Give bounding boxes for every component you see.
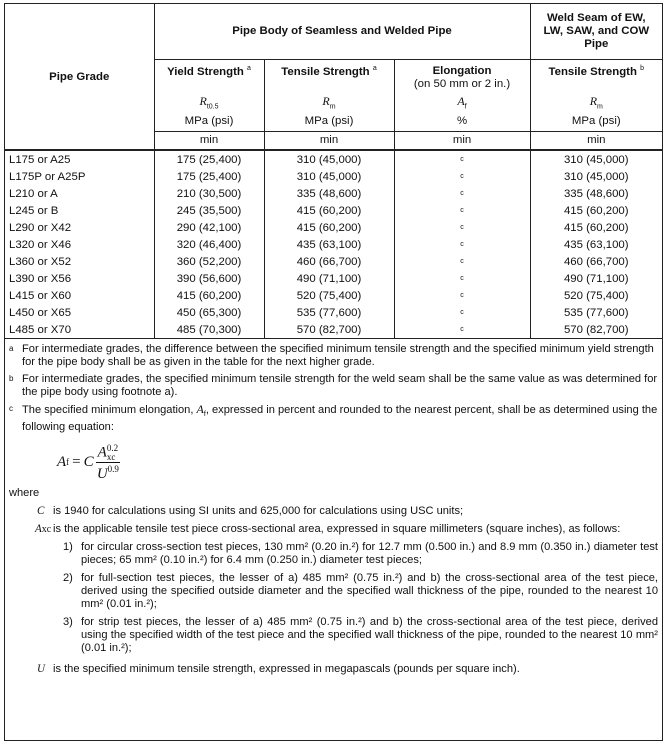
table-row xyxy=(5,236,662,253)
pipe-grade-header: Pipe Grade xyxy=(5,4,154,150)
tensile-cell: 535 (77,600) xyxy=(264,304,394,321)
axc-list-item: 1) for circular cross-section test pieces, 130 mm² (0.20 in.²) for 12.7 mm (0.500 in.) and 8.9 mm (0.350 in.) diameter test pieces; 65 mm² (0.10 in.²) for 6.4 mm (0.250 in.) diameter test pieces; xyxy=(63,541,658,567)
table-row xyxy=(5,219,662,236)
table-row xyxy=(5,253,662,270)
weld-tensile-cell: 435 (63,100) xyxy=(530,236,662,253)
table-row xyxy=(5,150,662,168)
tensile-cell: 310 (45,000) xyxy=(264,168,394,185)
yield-cell: 360 (52,200) xyxy=(154,253,264,270)
min-tensile: min xyxy=(264,131,394,150)
elongation-cell: c xyxy=(394,270,530,287)
elongation-cell: c xyxy=(394,168,530,185)
grade-cell: L450 or X65 xyxy=(5,304,154,321)
min-yield: min xyxy=(154,131,264,150)
grade-cell: L485 or X70 xyxy=(5,321,154,339)
grade-cell: L320 or X46 xyxy=(5,236,154,253)
grade-rows xyxy=(5,150,662,339)
unit-weld: MPa (psi) xyxy=(530,111,662,131)
footnote-a: a For intermediate grades, the difference between the specified minimum tensile strength and the specified minimum yield strength for the pipe body shall be as given in the table for the next higher grade. xyxy=(9,343,654,368)
grade-cell: L210 or A xyxy=(5,185,154,202)
where-label: where xyxy=(9,487,40,500)
elongation-header: Elongation (on 50 mm or 2 in.) xyxy=(394,59,530,93)
yield-cell: 175 (25,400) xyxy=(154,150,264,168)
grade-cell: L175 or A25 xyxy=(5,150,154,168)
tensile-cell: 490 (71,100) xyxy=(264,270,394,287)
table-row xyxy=(5,168,662,185)
elongation-cell: c xyxy=(394,236,530,253)
tensile-cell: 310 (45,000) xyxy=(264,150,394,168)
spec-table-frame xyxy=(4,3,663,741)
weld-tensile-cell: 310 (45,000) xyxy=(530,168,662,185)
grade-cell: L390 or X56 xyxy=(5,270,154,287)
weld-tensile-cell: 460 (66,700) xyxy=(530,253,662,270)
yield-cell: 320 (46,400) xyxy=(154,236,264,253)
grade-cell: L360 or X52 xyxy=(5,253,154,270)
pipe-grade-table xyxy=(5,4,662,339)
min-weld: min xyxy=(530,131,662,150)
table-row xyxy=(5,185,662,202)
tensile-cell: 460 (66,700) xyxy=(264,253,394,270)
axc-list-item: 3) for strip test pieces, the lesser of a) 485 mm² (0.75 in.²) and b) the cross-sectional area of the test piece, derived using the specified width of the test piece and the specified wall thickness of the pipe, rounded to the nearest 10 mm² (0.01 in.²); xyxy=(63,616,658,655)
weld-tensile-cell: 520 (75,400) xyxy=(530,287,662,304)
tensile-cell: 335 (48,600) xyxy=(264,185,394,202)
axc-items xyxy=(9,541,658,655)
weld-tensile-cell: 335 (48,600) xyxy=(530,185,662,202)
symbol-rm: $R_m$ xyxy=(264,93,394,111)
table-row xyxy=(5,202,662,219)
unit-elongation: % xyxy=(394,111,530,131)
def-axc: Axc is the applicable tensile test piece cross-sectional area, expressed in square millimeters (square inches), as follows: xyxy=(35,523,621,536)
table-row xyxy=(5,304,662,321)
weld-tensile-cell: 490 (71,100) xyxy=(530,270,662,287)
weld-tensile-cell: 415 (60,200) xyxy=(530,202,662,219)
weld-tensile-cell: 570 (82,700) xyxy=(530,321,662,339)
elongation-cell: c xyxy=(394,219,530,236)
footnote-b: b For intermediate grades, the specified minimum tensile strength for the weld seam shall be the same value as was determined for the pipe body using footnote a). xyxy=(9,373,658,398)
weld-tensile-cell: 535 (77,600) xyxy=(530,304,662,321)
grade-cell: L415 or X60 xyxy=(5,287,154,304)
axc-list-item: 2) for full-section test pieces, the lesser of a) 485 mm² (0.75 in.²) and b) the cross-sectional area of the test piece, derived using the specified outside diameter and the specified wall thickness of the pipe, rounded to the nearest 10 mm² (0.01 in.²); xyxy=(63,572,658,611)
def-u: U is the specified minimum tensile strength, expressed in megapascals (pounds per square inch). xyxy=(37,663,520,676)
elongation-equation: A f = C A 0.2 xc $U^{0.9}$ xyxy=(57,443,119,483)
def-c: C is 1940 for calculations using SI units and 625,000 for calculations using USC units; xyxy=(37,505,464,518)
symbol-rt: $R_{t0.5}$ xyxy=(154,93,264,111)
yield-cell: 450 (65,300) xyxy=(154,304,264,321)
tensile-cell: 520 (75,400) xyxy=(264,287,394,304)
weld-seam-header: Weld Seam of EW, LW, SAW, and COW Pipe xyxy=(530,4,662,59)
symbol-rm-weld: $R_m$ xyxy=(530,93,662,111)
table-row xyxy=(5,287,662,304)
elongation-cell: c xyxy=(394,304,530,321)
table-row xyxy=(5,321,662,339)
elongation-cell: c xyxy=(394,150,530,168)
footnotes xyxy=(5,339,662,676)
unit-yield: MPa (psi) xyxy=(154,111,264,131)
yield-cell: 390 (56,600) xyxy=(154,270,264,287)
yield-cell: 175 (25,400) xyxy=(154,168,264,185)
tensile-cell: 570 (82,700) xyxy=(264,321,394,339)
tensile-cell: 435 (63,100) xyxy=(264,236,394,253)
tensile-strength-header: Tensile Strength $^a$ xyxy=(264,59,394,93)
grade-cell: L175P or A25P xyxy=(5,168,154,185)
footnote-c: c The specified minimum elongation, $A_f$, expressed in percent and rounded to the nearest percent, shall be as determined using the following equation: xyxy=(9,402,658,434)
table-row xyxy=(5,270,662,287)
yield-cell: 290 (42,100) xyxy=(154,219,264,236)
tensile-cell: 415 (60,200) xyxy=(264,202,394,219)
min-elongation: min xyxy=(394,131,530,150)
unit-tensile: MPa (psi) xyxy=(264,111,394,131)
grade-cell: L245 or B xyxy=(5,202,154,219)
weld-tensile-cell: 415 (60,200) xyxy=(530,219,662,236)
yield-cell: 415 (60,200) xyxy=(154,287,264,304)
symbol-af: $A_f$ xyxy=(394,93,530,111)
elongation-cell: c xyxy=(394,185,530,202)
tensile-cell: 415 (60,200) xyxy=(264,219,394,236)
grade-cell: L290 or X42 xyxy=(5,219,154,236)
yield-cell: 210 (30,500) xyxy=(154,185,264,202)
yield-cell: 245 (35,500) xyxy=(154,202,264,219)
weld-tensile-header: Tensile Strength $^b$ xyxy=(530,59,662,93)
elongation-cell: c xyxy=(394,321,530,339)
elongation-cell: c xyxy=(394,253,530,270)
yield-cell: 485 (70,300) xyxy=(154,321,264,339)
elongation-cell: c xyxy=(394,202,530,219)
pipe-body-header: Pipe Body of Seamless and Welded Pipe xyxy=(154,4,530,59)
weld-tensile-cell: 310 (45,000) xyxy=(530,150,662,168)
elongation-cell: c xyxy=(394,287,530,304)
yield-strength-header: Yield Strength $^a$ xyxy=(154,59,264,93)
equation-fraction: A 0.2 xc $U^{0.9}$ xyxy=(96,443,119,483)
